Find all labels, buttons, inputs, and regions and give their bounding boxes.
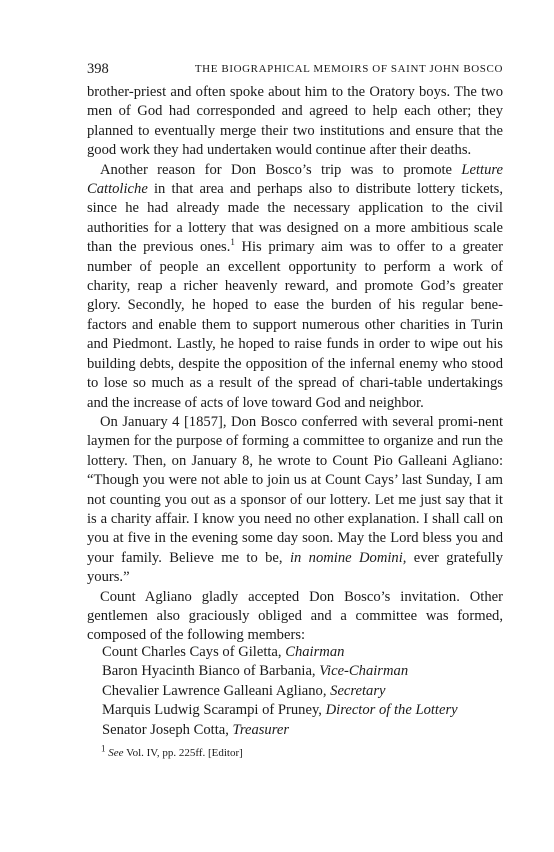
paragraph-3-text-a: On January 4 [1857], Don Bosco conferred with several promi-nent laymen for the purpose of forming a committee to organize and run the lottery. Then, on January 8, he wrote to Count Pio Galleani Agliano: “Though you were not able to join us at Count Cays’ last Sunday, I am not counting you out as a sponsor of our lottery. Let me just say that it is a charity affair. I know you need no other explanation. I shall call on you at five in the evening some day soon. May the Lord bless you and your family. Believe me to be,	[87, 413, 503, 566]
paragraph-4	[87, 588, 503, 646]
member-role: Treasurer	[232, 721, 290, 738]
paragraph-2-text-c: His primary aim was to offer to a greater number of people an excellent opportunity to perform a work of charity, reap a richer heavenly reward, and promote God’s greater glory. Secondly, he hoped to ease the burden of his regular bene-factors and enable them to support numerous other charities in Turin and Piedmont. Lastly, he hoped to raise funds in order to wipe out his building debts, despite the opposition of the infernal enemy who stood to lose so much as a result of the spread of chari-table undertakings and the increase of acts of love toward God and neighbor.	[87, 239, 503, 411]
paragraph-2-text-b: in that area and perhaps also to distribute lottery tickets, since he had already made the necessary application to the civil authorities for a lottery that was designed on a more ambitious scale than the previous ones.	[87, 181, 503, 256]
paragraph-1-text: brother-priest and often spoke about him to the Oratory boys. The two men of God had corresponded and agreed to help each other; they planned to eventually merge their two institutions and ensure that the good work they had undertaken would continue after their deaths.	[87, 84, 503, 159]
member-name: Senator Joseph Cotta,	[102, 721, 233, 738]
footnote-see: See	[108, 747, 124, 759]
paragraph-3-italic-phrase: in nomine Domini,	[289, 549, 407, 566]
paragraph-1	[87, 83, 503, 161]
paragraph-4-text: Count Agliano gladly accepted Don Bosco’s invitation. Other gentlemen also graciously obliged and a committee was formed, composed of the following members:	[87, 588, 503, 644]
member-role: Chairman	[285, 644, 345, 660]
footnote-reference: 1	[230, 237, 235, 248]
member-name: Baron Hyacinth Bianco of Barbania,	[102, 663, 320, 680]
member-name: Count Charles Cays of Giletta,	[102, 644, 286, 660]
page-number: 398	[87, 61, 109, 77]
member-line	[102, 643, 512, 662]
footnote-marker: 1	[101, 743, 106, 754]
member-line	[102, 662, 512, 681]
paragraph-3-text-b: ever gratefully yours.”	[87, 549, 503, 586]
member-line	[102, 701, 512, 720]
footnote	[101, 743, 501, 760]
member-line	[102, 682, 512, 701]
paragraph-2-italic-title: Letture Cattoliche	[87, 161, 503, 198]
member-name: Marquis Ludwig Scarampi of Pruney,	[102, 702, 326, 719]
paragraph-3	[87, 413, 503, 588]
footnote-text: Vol. IV, pp. 225ff. [Editor]	[123, 747, 243, 759]
member-role: Director of the Lottery	[325, 702, 458, 719]
member-line	[102, 721, 512, 740]
body-text	[87, 83, 503, 646]
member-role: Secretary	[330, 682, 386, 699]
running-title: THE BIOGRAPHICAL MEMOIRS OF SAINT JOHN BOSCO	[194, 63, 503, 75]
paragraph-2-text-a: Another reason for Don Bosco’s trip was to promote	[100, 161, 462, 178]
member-role: Vice-Chairman	[319, 663, 409, 680]
member-name: Chevalier Lawrence Galleani Agliano,	[102, 682, 331, 699]
paragraph-2	[87, 161, 503, 413]
committee-members-list	[102, 643, 512, 740]
